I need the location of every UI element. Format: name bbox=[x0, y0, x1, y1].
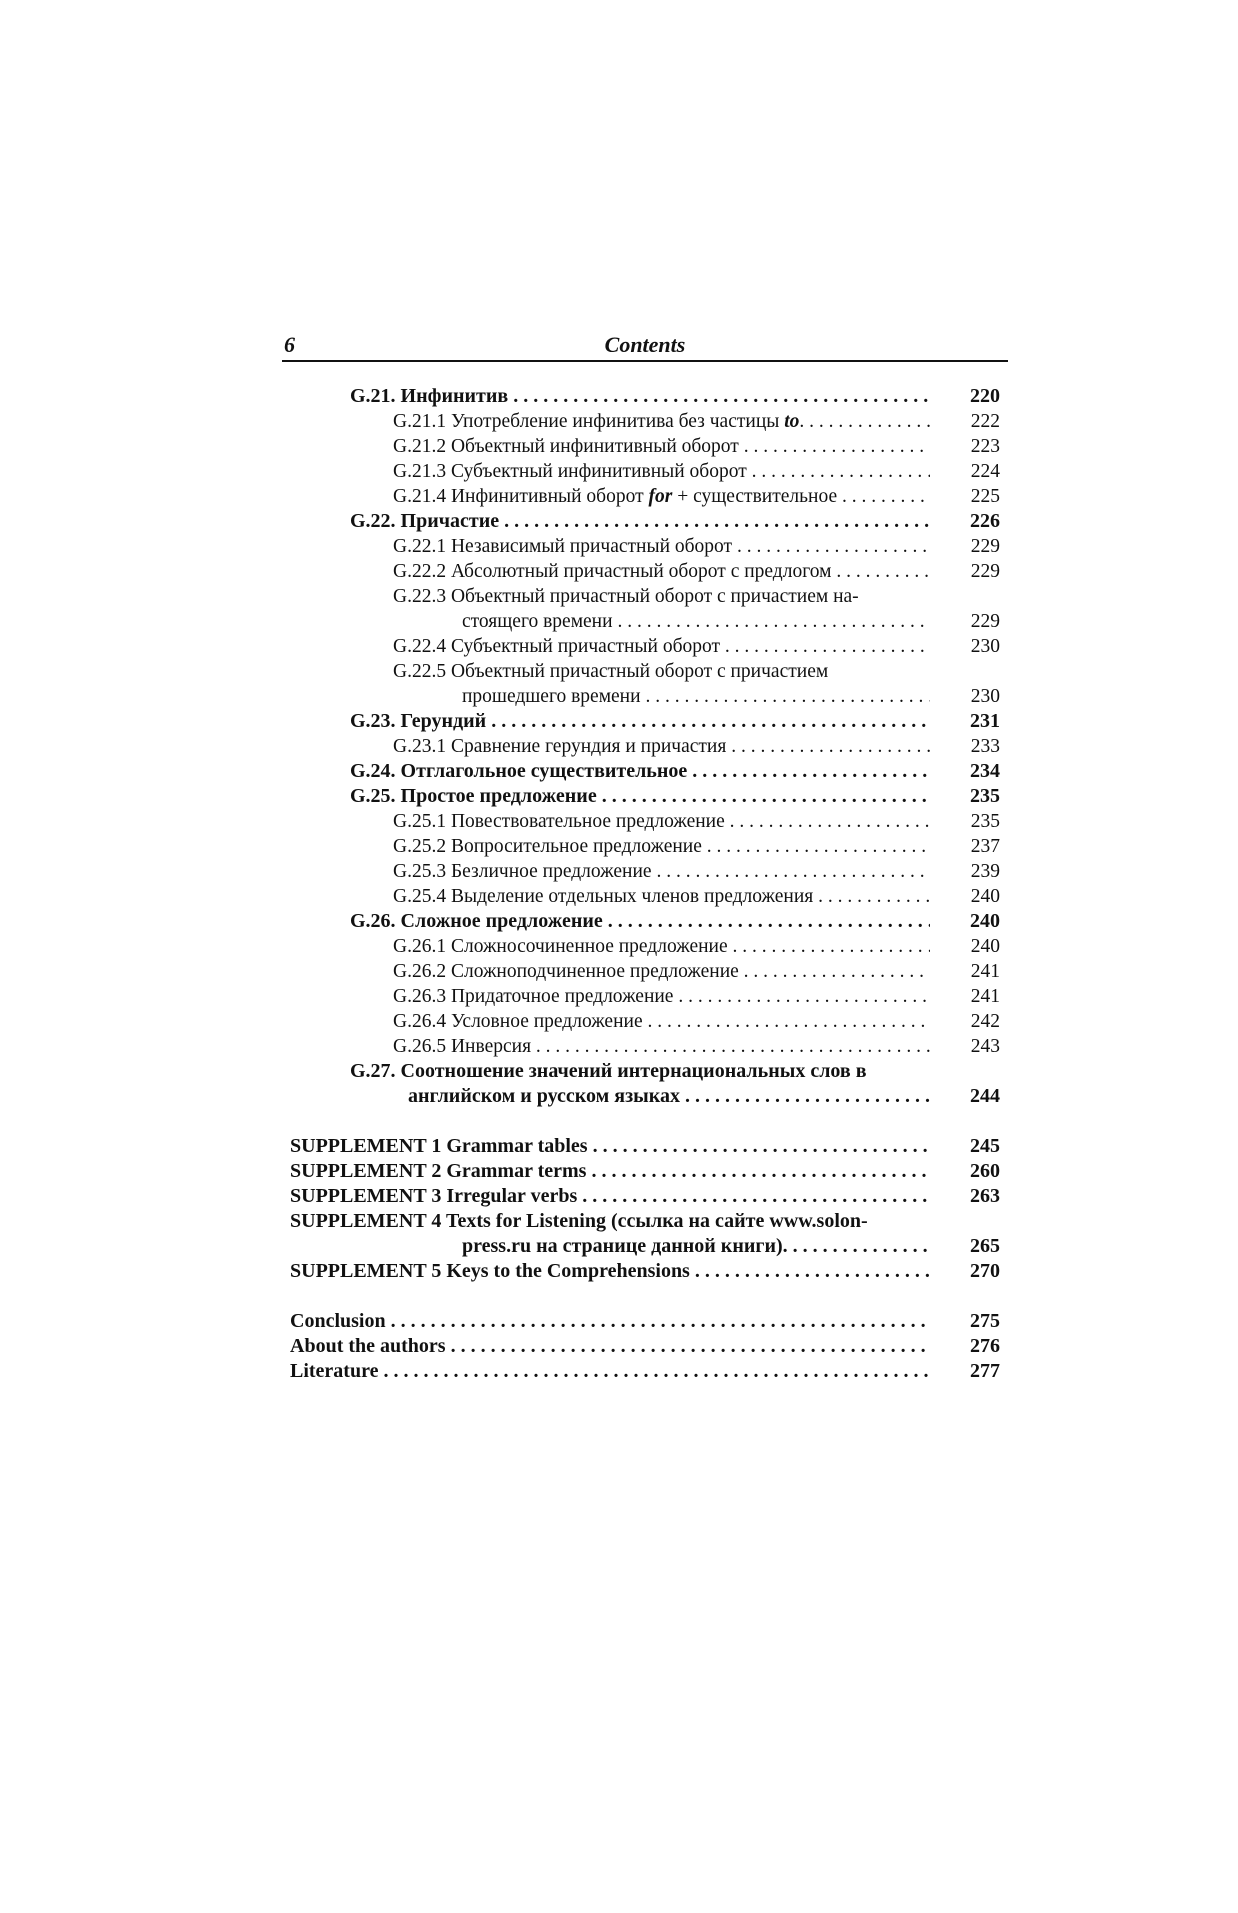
toc-page-number: 226 bbox=[970, 510, 1000, 532]
toc-text: G.22.1 Независимый причастный оборот bbox=[393, 536, 733, 557]
toc-page-number: 230 bbox=[970, 686, 1000, 707]
toc-entry-g25_3 bbox=[290, 859, 1002, 884]
toc-text: SUPPLEMENT 4 Texts for Listening (ссылка на сайте www.solon- bbox=[290, 1210, 868, 1232]
toc-entry-title bbox=[393, 859, 930, 884]
toc-entry-title bbox=[350, 909, 930, 934]
toc-entry-g22_4 bbox=[290, 634, 1002, 659]
toc-text: G.22.3 Объектный причастный оборот с причастием на- bbox=[393, 586, 859, 607]
toc-page-number: 241 bbox=[970, 986, 1000, 1007]
toc-text: G.22.4 Субъектный причастный оборот bbox=[393, 636, 721, 657]
toc-entry-g23_1 bbox=[290, 734, 1002, 759]
toc-text: SUPPLEMENT 5 Keys to the Comprehensions bbox=[290, 1260, 690, 1282]
toc-text: Literature bbox=[290, 1360, 379, 1382]
toc-text: G.22.2 Абсолютный причастный оборот с предлогом bbox=[393, 561, 832, 582]
toc-entry-title bbox=[290, 1309, 930, 1334]
toc-entry-title bbox=[393, 559, 930, 584]
toc-text: + существительное bbox=[672, 486, 838, 507]
toc-entry-g21_2 bbox=[290, 434, 1002, 459]
toc-text: G.25.4 Выделение отдельных членов предложения bbox=[393, 886, 814, 907]
toc-entry-g22 bbox=[290, 509, 1002, 534]
toc-text: . bbox=[799, 411, 805, 432]
toc-page-number: 276 bbox=[970, 1335, 1000, 1357]
toc-entry-title bbox=[290, 1159, 930, 1184]
toc-text: G.23.1 Сравнение герундия и причастия bbox=[393, 736, 727, 757]
toc-text: SUPPLEMENT 2 Grammar terms bbox=[290, 1160, 587, 1182]
toc-page-number: 270 bbox=[970, 1260, 1000, 1282]
toc-text: G.26.4 Условное предложение bbox=[393, 1011, 643, 1032]
toc-entry-about bbox=[290, 1334, 1002, 1359]
toc-text: SUPPLEMENT 1 Grammar tables bbox=[290, 1135, 588, 1157]
toc-entry-title bbox=[393, 934, 930, 959]
toc-text: SUPPLEMENT 3 Irregular verbs bbox=[290, 1185, 578, 1207]
toc-entry-lit bbox=[290, 1359, 1002, 1384]
toc-entry-s3 bbox=[290, 1184, 1002, 1209]
table-of-contents bbox=[290, 384, 1002, 1384]
toc-entry-concl bbox=[290, 1309, 1002, 1334]
toc-page-number: 231 bbox=[970, 710, 1000, 732]
toc-text: G.25. Простое предложение bbox=[350, 785, 597, 807]
toc-entry-title bbox=[393, 434, 930, 459]
toc-text: G.21.3 Субъектный инфинитивный оборот bbox=[393, 461, 747, 482]
toc-page-number: 220 bbox=[970, 385, 1000, 407]
toc-text: press.ru на странице данной книги). bbox=[462, 1235, 788, 1257]
toc-text: G.21.4 Инфинитивный оборот bbox=[393, 486, 649, 507]
toc-page-number: 235 bbox=[970, 785, 1000, 807]
toc-entry-title bbox=[393, 884, 930, 909]
toc-entry-title bbox=[462, 684, 930, 709]
toc-page-number: 265 bbox=[970, 1235, 1000, 1257]
toc-entry-g25_1 bbox=[290, 809, 1002, 834]
toc-entry-g27a bbox=[290, 1059, 1002, 1084]
toc-entry-title bbox=[350, 784, 930, 809]
toc-entry-g26 bbox=[290, 909, 1002, 934]
toc-text: G.23. Герундий bbox=[350, 710, 487, 732]
toc-page-number: 235 bbox=[970, 811, 1000, 832]
toc-entry-title bbox=[393, 809, 930, 834]
toc-page-number: 275 bbox=[970, 1310, 1000, 1332]
toc-text: G.22. Причастие bbox=[350, 510, 500, 532]
toc-page-number: 243 bbox=[970, 1036, 1000, 1057]
toc-entry-title bbox=[393, 534, 930, 559]
toc-text: стоящего времени bbox=[462, 611, 613, 632]
toc-entry-title bbox=[408, 1084, 930, 1109]
toc-page-number: 233 bbox=[970, 736, 1000, 757]
toc-entry-title bbox=[350, 709, 930, 734]
toc-entry-title bbox=[290, 1134, 930, 1159]
toc-page-number: 263 bbox=[970, 1185, 1000, 1207]
toc-page-number: 277 bbox=[970, 1360, 1000, 1382]
toc-entry-g21 bbox=[290, 384, 1002, 409]
toc-entry-title bbox=[393, 484, 930, 509]
toc-entry-g22_5a bbox=[290, 659, 1002, 684]
toc-page-number: 234 bbox=[970, 760, 1000, 782]
toc-page-number: 225 bbox=[970, 486, 1000, 507]
toc-text: G.25.1 Повествовательное предложение bbox=[393, 811, 725, 832]
toc-entry-g25_2 bbox=[290, 834, 1002, 859]
toc-entry-g26_1 bbox=[290, 934, 1002, 959]
toc-entry-s4b bbox=[290, 1234, 1002, 1259]
toc-page-number: 237 bbox=[970, 836, 1000, 857]
toc-text: G.27. Соотношение значений интернациональных слов в bbox=[350, 1060, 867, 1082]
toc-text: Conclusion bbox=[290, 1310, 386, 1332]
toc-entry-g27b bbox=[290, 1084, 1002, 1109]
toc-entry-g22_5b bbox=[290, 684, 1002, 709]
toc-keyword: to bbox=[784, 411, 800, 432]
toc-page-number: 242 bbox=[970, 1011, 1000, 1032]
page-number: 6 bbox=[284, 332, 295, 357]
toc-page-number: 244 bbox=[970, 1085, 1000, 1107]
toc-entry-title bbox=[290, 1209, 930, 1234]
toc-entry-title bbox=[393, 409, 930, 434]
toc-entry-g26_3 bbox=[290, 984, 1002, 1009]
toc-page-number: 240 bbox=[970, 936, 1000, 957]
toc-entry-title bbox=[290, 1334, 930, 1359]
toc-entry-title bbox=[393, 984, 930, 1009]
toc-entry-title bbox=[350, 509, 930, 534]
toc-entry-title bbox=[350, 384, 930, 409]
toc-entry-title bbox=[393, 834, 930, 859]
toc-entry-title bbox=[290, 1259, 930, 1284]
toc-page-number: 229 bbox=[970, 611, 1000, 632]
toc-entry-s1 bbox=[290, 1134, 1002, 1159]
toc-entry-title bbox=[290, 1184, 930, 1209]
toc-entry-title bbox=[393, 1034, 930, 1059]
toc-entry-g22_2 bbox=[290, 559, 1002, 584]
toc-page-number: 241 bbox=[970, 961, 1000, 982]
toc-entry-g24 bbox=[290, 759, 1002, 784]
toc-text: английском и русском языках bbox=[408, 1085, 680, 1107]
toc-text: G.26.1 Сложносочиненное предложение bbox=[393, 936, 728, 957]
toc-page-number: 240 bbox=[970, 910, 1000, 932]
toc-entry-g25 bbox=[290, 784, 1002, 809]
page-title: Contents bbox=[604, 332, 686, 357]
toc-page-number: 224 bbox=[970, 461, 1000, 482]
toc-text: G.22.5 Объектный причастный оборот с причастием bbox=[393, 661, 829, 682]
toc-text: About the authors bbox=[290, 1335, 446, 1357]
toc-text: G.24. Отглагольное существительное bbox=[350, 760, 688, 782]
toc-text: G.25.3 Безличное предложение bbox=[393, 861, 652, 882]
toc-entry-g26_2 bbox=[290, 959, 1002, 984]
toc-text: G.25.2 Вопросительное предложение bbox=[393, 836, 702, 857]
toc-entry-title bbox=[393, 459, 930, 484]
toc-text: прошедшего времени bbox=[462, 686, 641, 707]
toc-entry-title bbox=[462, 609, 930, 634]
toc-entry-g21_4 bbox=[290, 484, 1002, 509]
toc-page-number: 222 bbox=[970, 411, 1000, 432]
toc-entry-title bbox=[393, 634, 930, 659]
running-header bbox=[282, 330, 1008, 362]
toc-text: G.21.1 Употребление инфинитива без частицы bbox=[393, 411, 785, 432]
toc-entry-s2 bbox=[290, 1159, 1002, 1184]
toc-page-number: 229 bbox=[970, 561, 1000, 582]
toc-text: G.21.2 Объектный инфинитивный оборот bbox=[393, 436, 739, 457]
toc-entry-g23 bbox=[290, 709, 1002, 734]
toc-entry-title bbox=[393, 584, 930, 609]
toc-text: G.21. Инфинитив bbox=[350, 385, 509, 407]
toc-entry-g22_3b bbox=[290, 609, 1002, 634]
toc-entry-title bbox=[393, 659, 930, 684]
toc-entry-s5 bbox=[290, 1259, 1002, 1284]
toc-entry-g25_4 bbox=[290, 884, 1002, 909]
toc-text: G.26.5 Инверсия bbox=[393, 1036, 532, 1057]
toc-entry-title bbox=[350, 1059, 930, 1084]
toc-entry-title bbox=[290, 1359, 930, 1384]
toc-page-number: 239 bbox=[970, 861, 1000, 882]
toc-page-number: 245 bbox=[970, 1135, 1000, 1157]
toc-keyword: for bbox=[648, 486, 673, 507]
toc-entry-s4a bbox=[290, 1209, 1002, 1234]
toc-entry-title bbox=[393, 1009, 930, 1034]
toc-text: G.26. Сложное предложение bbox=[350, 910, 603, 932]
toc-entry-title bbox=[393, 959, 930, 984]
toc-entry-g22_3a bbox=[290, 584, 1002, 609]
toc-text: G.26.3 Придаточное предложение bbox=[393, 986, 674, 1007]
toc-entry-g26_5 bbox=[290, 1034, 1002, 1059]
toc-entry-title bbox=[462, 1234, 930, 1259]
toc-entry-g22_1 bbox=[290, 534, 1002, 559]
toc-entry-g21_1 bbox=[290, 409, 1002, 434]
toc-entry-title bbox=[350, 759, 930, 784]
toc-page-number: 240 bbox=[970, 886, 1000, 907]
toc-entry-g26_4 bbox=[290, 1009, 1002, 1034]
toc-entry-g21_3 bbox=[290, 459, 1002, 484]
toc-page-number: 229 bbox=[970, 536, 1000, 557]
toc-page-number: 260 bbox=[970, 1160, 1000, 1182]
toc-text: G.26.2 Сложноподчиненное предложение bbox=[393, 961, 739, 982]
toc-entry-title bbox=[393, 734, 930, 759]
toc-page-number: 230 bbox=[970, 636, 1000, 657]
toc-page-number: 223 bbox=[970, 436, 1000, 457]
